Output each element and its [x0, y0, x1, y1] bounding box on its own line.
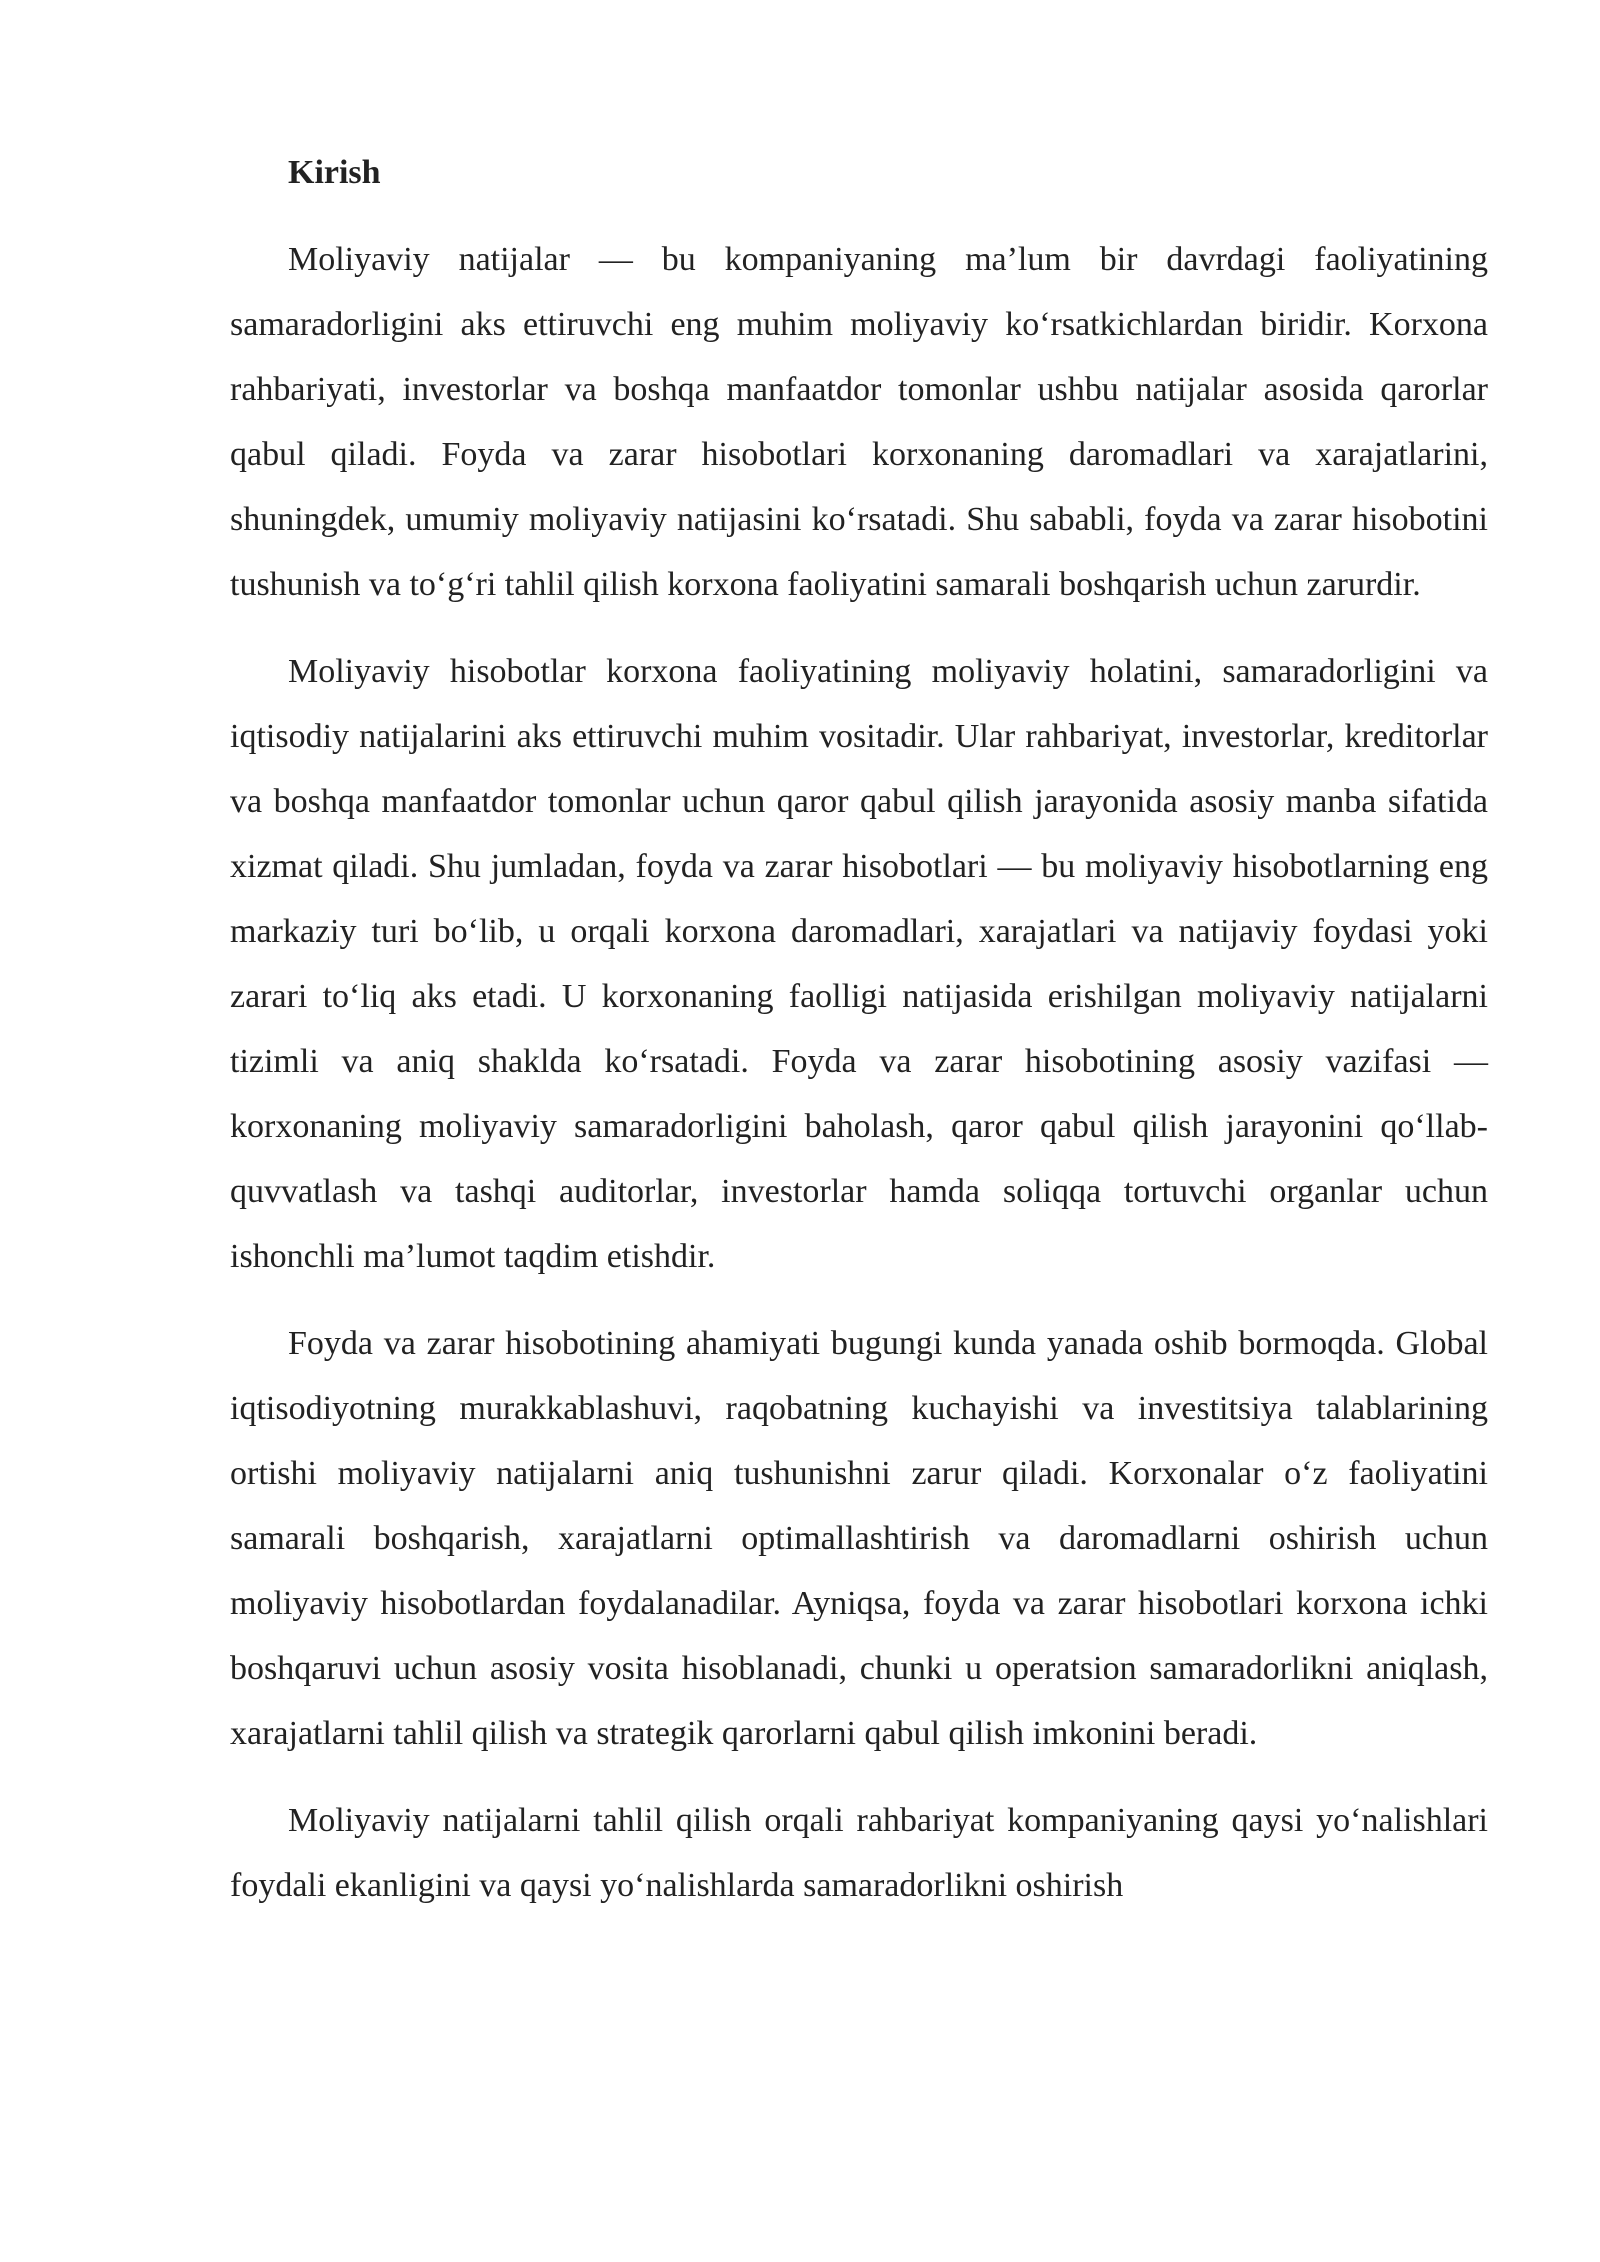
paragraph-1: Moliyaviy natijalar — bu kompaniyaning ma’lum bir davrdagi faoliyatining samaradorligini aks ettiruvchi eng muhim moliyaviy ko‘rsatkichlardan biridir. Korxona rahbariyati, investorlar va boshqa manfaatdor tomonlar ushbu natijalar asosida qarorlar qabul qiladi. Foyda va zarar hisobotlari korxonaning daromadlari va xarajatlarini, shuningdek, umumiy moliyaviy natijasini ko‘rsatadi. Shu sababli, foyda va zarar hisobotini tushunish va to‘g‘ri tahlil qilish korxona faoliyatini samarali boshqarish uchun zarurdir.: [230, 241, 1488, 603]
section-heading: Kirish: [288, 154, 381, 191]
paragraph-3: Foyda va zarar hisobotining ahamiyati bugungi kunda yanada oshib bormoqda. Global iqtisodiyotning murakkablashuvi, raqobatning kuchayishi va investitsiya talablarining ortishi moliyaviy natijalarni aniq tushunishni zarur qiladi. Korxonalar o‘z faoliyatini samarali boshqarish, xarajatlarni optimallashtirish va daromadlarni oshirish uchun moliyaviy hisobotlardan foydalanadilar. Ayniqsa, foyda va zarar hisobotlari korxona ichki boshqaruvi uchun asosiy vosita hisoblanadi, chunki u operatsion samaradorlikni aniqlash, xarajatlarni tahlil qilish va strategik qarorlarni qabul qilish imkonini beradi.: [230, 1325, 1488, 1752]
document-body: [230, 140, 1488, 1940]
paragraph-4: Moliyaviy natijalarni tahlil qilish orqali rahbariyat kompaniyaning qaysi yo‘nalishlari foydali ekanligini va qaysi yo‘nalishlarda samaradorlikni oshirish: [230, 1802, 1488, 1904]
paragraph-2: Moliyaviy hisobotlar korxona faoliyatining moliyaviy holatini, samaradorligini va iqtisodiy natijalarini aks ettiruvchi muhim vositadir. Ular rahbariyat, investorlar, kreditorlar va boshqa manfaatdor tomonlar uchun qaror qabul qilish jarayonida asosiy manba sifatida xizmat qiladi. Shu jumladan, foyda va zarar hisobotlari — bu moliyaviy hisobotlarning eng markaziy turi bo‘lib, u orqali korxona daromadlari, xarajatlari va natijaviy foydasi yoki zarari to‘liq aks etadi. U korxonaning faolligi natijasida erishilgan moliyaviy natijalarni tizimli va aniq shaklda ko‘rsatadi. Foyda va zarar hisobotining asosiy vazifasi — korxonaning moliyaviy samaradorligini baholash, qaror qabul qilish jarayonini qo‘llab-quvvatlash va tashqi auditorlar, investorlar hamda soliqqa tortuvchi organlar uchun ishonchli ma’lumot taqdim etishdir.: [230, 653, 1488, 1275]
